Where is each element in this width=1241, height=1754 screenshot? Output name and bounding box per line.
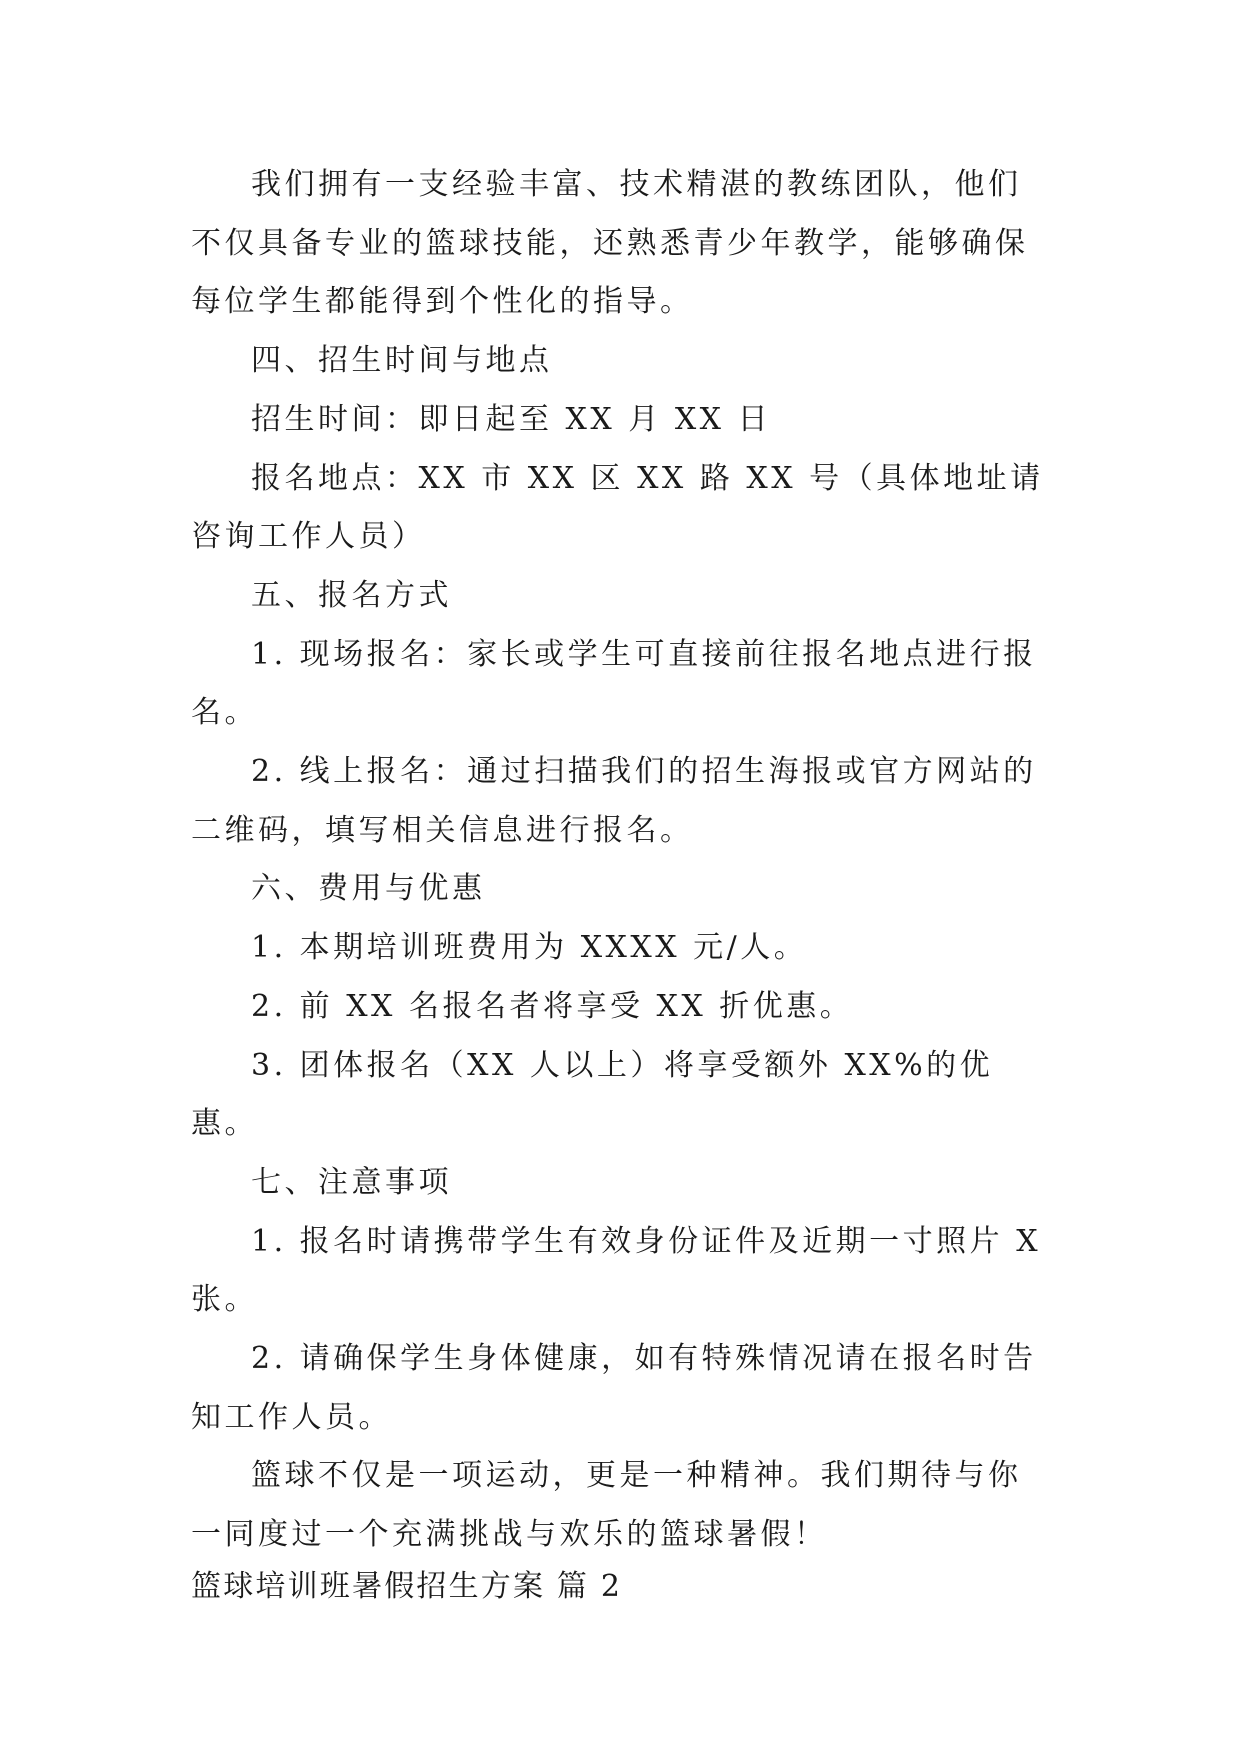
- paragraph-closing: 篮球不仅是一项运动，更是一种精神。我们期待与你一同度过一个充满挑战与欢乐的篮球暑假！: [191, 1458, 1022, 1553]
- next-article-title: 篮球培训班暑假招生方案 篇 2: [191, 1568, 623, 1604]
- paragraph-registration-location: 报名地点：XX 市 XX 区 XX 路 XX 号（具体地址请咨询工作人员）: [191, 460, 1044, 555]
- section-heading-notes: 七、注意事项: [251, 1164, 452, 1200]
- paragraph-group-discount: 3. 团体报名（XX 人以上）将享受额外 XX%的优惠。: [191, 1047, 994, 1142]
- section-heading-registration-method: 五、报名方式: [251, 577, 452, 613]
- paragraph-onsite-registration: 1. 现场报名：家长或学生可直接前往报名地点进行报名。: [191, 636, 1037, 731]
- paragraph-early-discount: 2. 前 XX 名报名者将享受 XX 折优惠。: [251, 988, 854, 1024]
- paragraph-note-health: 2. 请确保学生身体健康，如有特殊情况请在报名时告知工作人员。: [191, 1341, 1037, 1435]
- paragraph-coach-team: 我们拥有一支经验丰富、技术精湛的教练团队，他们不仅具备专业的篮球技能，还熟悉青少年教学，能够确保每位学生都能得到个性化的指导。: [191, 167, 1029, 320]
- section-heading-time-location: 四、招生时间与地点: [251, 343, 553, 379]
- paragraph-enrollment-time: 招生时间：即日起至 XX 月 XX 日: [251, 401, 772, 437]
- paragraph-online-registration: 2. 线上报名：通过扫描我们的招生海报或官方网站的二维码，填写相关信息进行报名。: [191, 754, 1037, 848]
- paragraph-fee: 1. 本期培训班费用为 XXXX 元/人。: [251, 930, 808, 966]
- paragraph-note-documents: 1. 报名时请携带学生有效身份证件及近期一寸照片 X 张。: [191, 1223, 1042, 1318]
- document-body: [191, 156, 1051, 1609]
- section-heading-fees-discounts: 六、费用与优惠: [251, 871, 486, 907]
